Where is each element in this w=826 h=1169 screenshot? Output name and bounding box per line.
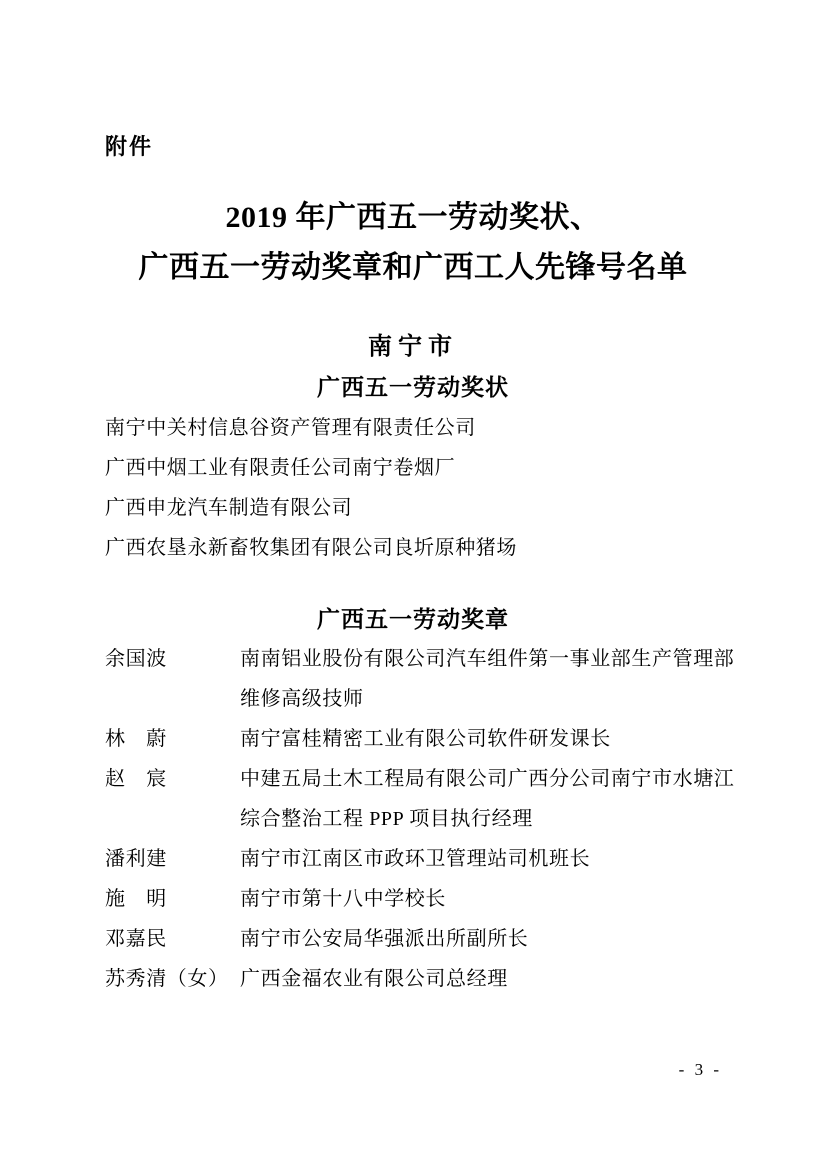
section-heading-labor-award-medal: 广西五一劳动奖章	[317, 606, 509, 632]
person-description: 南宁市公安局华强派出所副所长	[240, 928, 529, 950]
person-description: 南宁市江南区市政环卫管理站司机班长	[240, 848, 591, 870]
person-row	[105, 639, 745, 719]
person-description: 南宁市第十八中学校长	[240, 888, 446, 910]
person-row	[105, 959, 745, 999]
person-name: 苏秀清（女）	[105, 968, 229, 990]
award-medal-list	[105, 639, 745, 999]
person-name: 余国波	[105, 648, 167, 670]
document-title-line1: 2019 年广西五一劳动奖状、	[225, 201, 601, 234]
person-description: 广西金福农业有限公司总经理	[240, 968, 508, 990]
company-list-item: 广西申龙汽车制造有限公司	[105, 497, 353, 519]
person-row	[105, 759, 745, 839]
attachment-label: 附件	[105, 134, 154, 159]
document-title-line2: 广西五一劳动奖章和广西工人先锋号名单	[138, 251, 688, 284]
person-row	[105, 919, 745, 959]
person-name: 林 蔚	[105, 728, 167, 750]
person-row	[105, 719, 745, 759]
person-description: 南宁富桂精密工业有限公司软件研发课长	[240, 728, 611, 750]
company-list-item: 广西农垦永新畜牧集团有限公司良圻原种猪场	[105, 537, 517, 559]
section-heading-labor-award-certificate: 广西五一劳动奖状	[317, 374, 509, 400]
person-name: 赵 宸	[105, 768, 167, 790]
company-list-item: 广西中烟工业有限责任公司南宁卷烟厂	[105, 457, 456, 479]
award-certificate-list	[105, 408, 745, 568]
person-name: 施 明	[105, 888, 167, 910]
person-name: 潘利建	[105, 848, 167, 870]
person-name: 邓嘉民	[105, 928, 167, 950]
document-title	[0, 193, 826, 293]
person-row	[105, 839, 745, 879]
city-heading: 南宁市	[368, 333, 458, 360]
company-list-item: 南宁中关村信息谷资产管理有限责任公司	[105, 417, 476, 439]
person-description: 南南铝业股份有限公司汽车组件第一事业部生产管理部维修高级技师	[240, 648, 735, 710]
person-description: 中建五局土木工程局有限公司广西分公司南宁市水塘江综合整治工程 PPP 项目执行经理	[240, 768, 735, 830]
person-row	[105, 879, 745, 919]
page-number: - 3 -	[678, 1060, 722, 1079]
